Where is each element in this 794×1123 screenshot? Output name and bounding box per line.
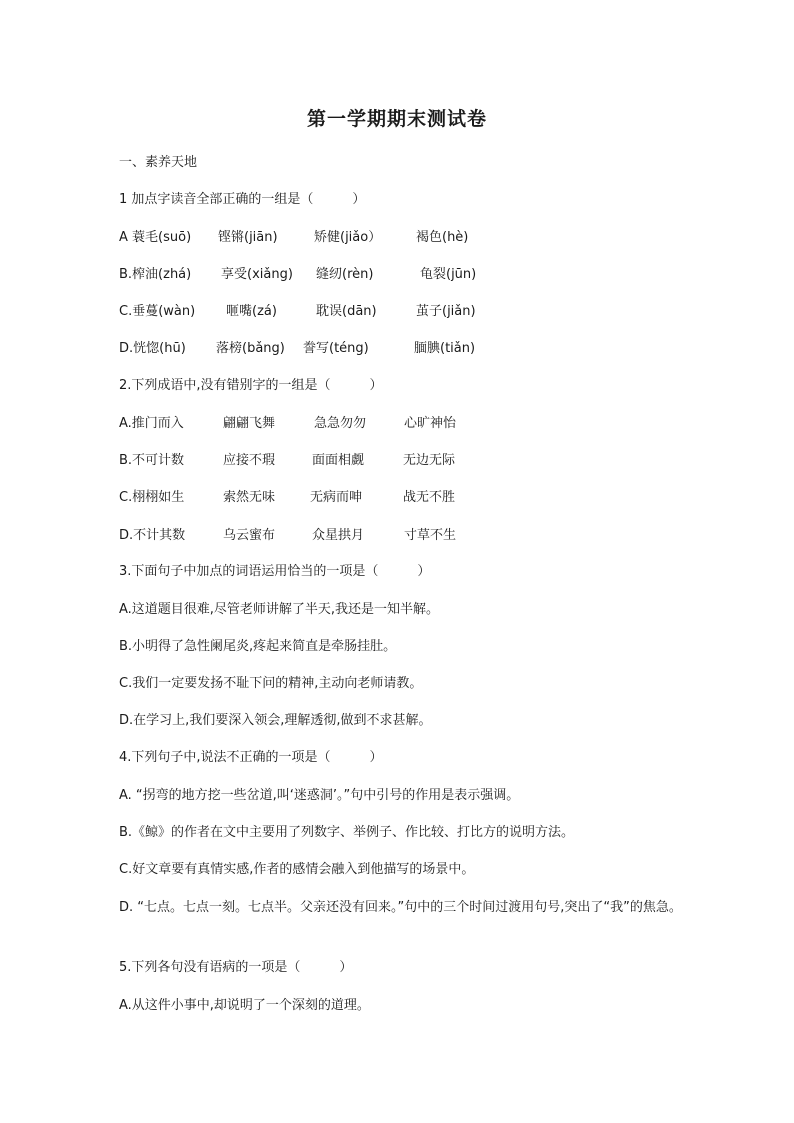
option-item: D.不计其数 xyxy=(119,528,186,543)
option-item: 翩翩飞舞 xyxy=(223,416,276,431)
option-item: 享受(xiǎng) xyxy=(221,267,293,282)
option-item: C.垂蔓(wàn) xyxy=(119,304,196,319)
option-item: 寸草不生 xyxy=(404,528,457,543)
option-item: 缝纫(rèn) xyxy=(316,267,374,282)
option-item: D.恍惚(hū) xyxy=(119,341,186,356)
question-4-option-a: A. “拐弯的地方挖一些岔道,叫‘迷惑洞’。”句中引号的作用是表示强调。 xyxy=(119,788,520,803)
option-item: B.不可计数 xyxy=(119,453,185,468)
question-4-option-d: D. “七点。七点一刻。七点半。父亲还没有回来。”句中的三个时间过渡用句号,突出了“我”的焦急。 xyxy=(119,900,682,915)
option-item: 乌云蜜布 xyxy=(223,528,276,543)
question-4-option-c: C.好文章要有真情实感,作者的感情会融入到他描写的场景中。 xyxy=(119,862,475,877)
option-item: 褐色(hè) xyxy=(416,230,469,245)
option-item: 茧子(jiǎn) xyxy=(416,304,476,319)
option-item: 无边无际 xyxy=(403,453,456,468)
option-item: 面面相觑 xyxy=(312,453,365,468)
option-item: C.栩栩如生 xyxy=(119,490,185,505)
option-item: 急急勿勿 xyxy=(314,416,367,431)
option-item: 铿锵(jiān) xyxy=(218,230,278,245)
question-5-stem: 5.下列各句没有语病的一项是（ ） xyxy=(119,960,353,975)
option-item: 落榜(bǎng) xyxy=(216,341,285,356)
question-3-option-a: A.这道题目很难,尽管老师讲解了半天,我还是一知半解。 xyxy=(119,602,440,617)
option-item: 索然无味 xyxy=(223,490,276,505)
question-4-option-b: B.《鲸》的作者在文中主要用了列数字、举例子、作比较、打比方的说明方法。 xyxy=(119,825,575,840)
option-item: 矫健(jiǎo） xyxy=(314,230,382,245)
option-item: 心旷神怡 xyxy=(404,416,457,431)
option-item: 无病而呻 xyxy=(310,490,363,505)
question-3-option-b: B.小明得了急性阑尾炎,疼起来简直是牵肠挂肚。 xyxy=(119,639,397,654)
page-title: 第一学期期末测试卷 xyxy=(306,108,487,130)
option-item: 誊写(téng) xyxy=(303,341,369,356)
question-2-stem: 2.下列成语中,没有错别字的一组是（ ） xyxy=(119,378,383,393)
question-4-stem: 4.下列句子中,说法不正确的一项是（ ） xyxy=(119,750,383,765)
option-item: A 蓑毛(suō) xyxy=(119,230,192,245)
question-3-option-c: C.我们一定要发扬不耻下问的精神,主动向老师请教。 xyxy=(119,676,423,691)
option-item: 龟裂(jūn) xyxy=(420,267,477,282)
option-item: 应接不瑕 xyxy=(223,453,276,468)
question-1-stem: 1 加点字读音全部正确的一组是（ ） xyxy=(119,192,366,207)
option-item: 腼腆(tiǎn) xyxy=(414,341,476,356)
option-item: 战无不胜 xyxy=(403,490,456,505)
question-3-option-d: D.在学习上,我们要深入领会,理解透彻,做到不求甚解。 xyxy=(119,713,432,728)
section-heading: 一、素养天地 xyxy=(119,155,198,170)
option-item: A.推门而入 xyxy=(119,416,184,431)
question-3-stem: 3.下面句子中加点的词语运用恰当的一项是（ ） xyxy=(119,564,431,579)
option-item: 众星拱月 xyxy=(312,528,365,543)
option-item: 耽误(dān) xyxy=(316,304,377,319)
option-item: 咂嘴(zá) xyxy=(226,304,277,319)
option-item: B.榨油(zhá) xyxy=(119,267,192,282)
question-5-option-a: A.从这件小事中,却说明了一个深刻的道理。 xyxy=(119,998,370,1013)
